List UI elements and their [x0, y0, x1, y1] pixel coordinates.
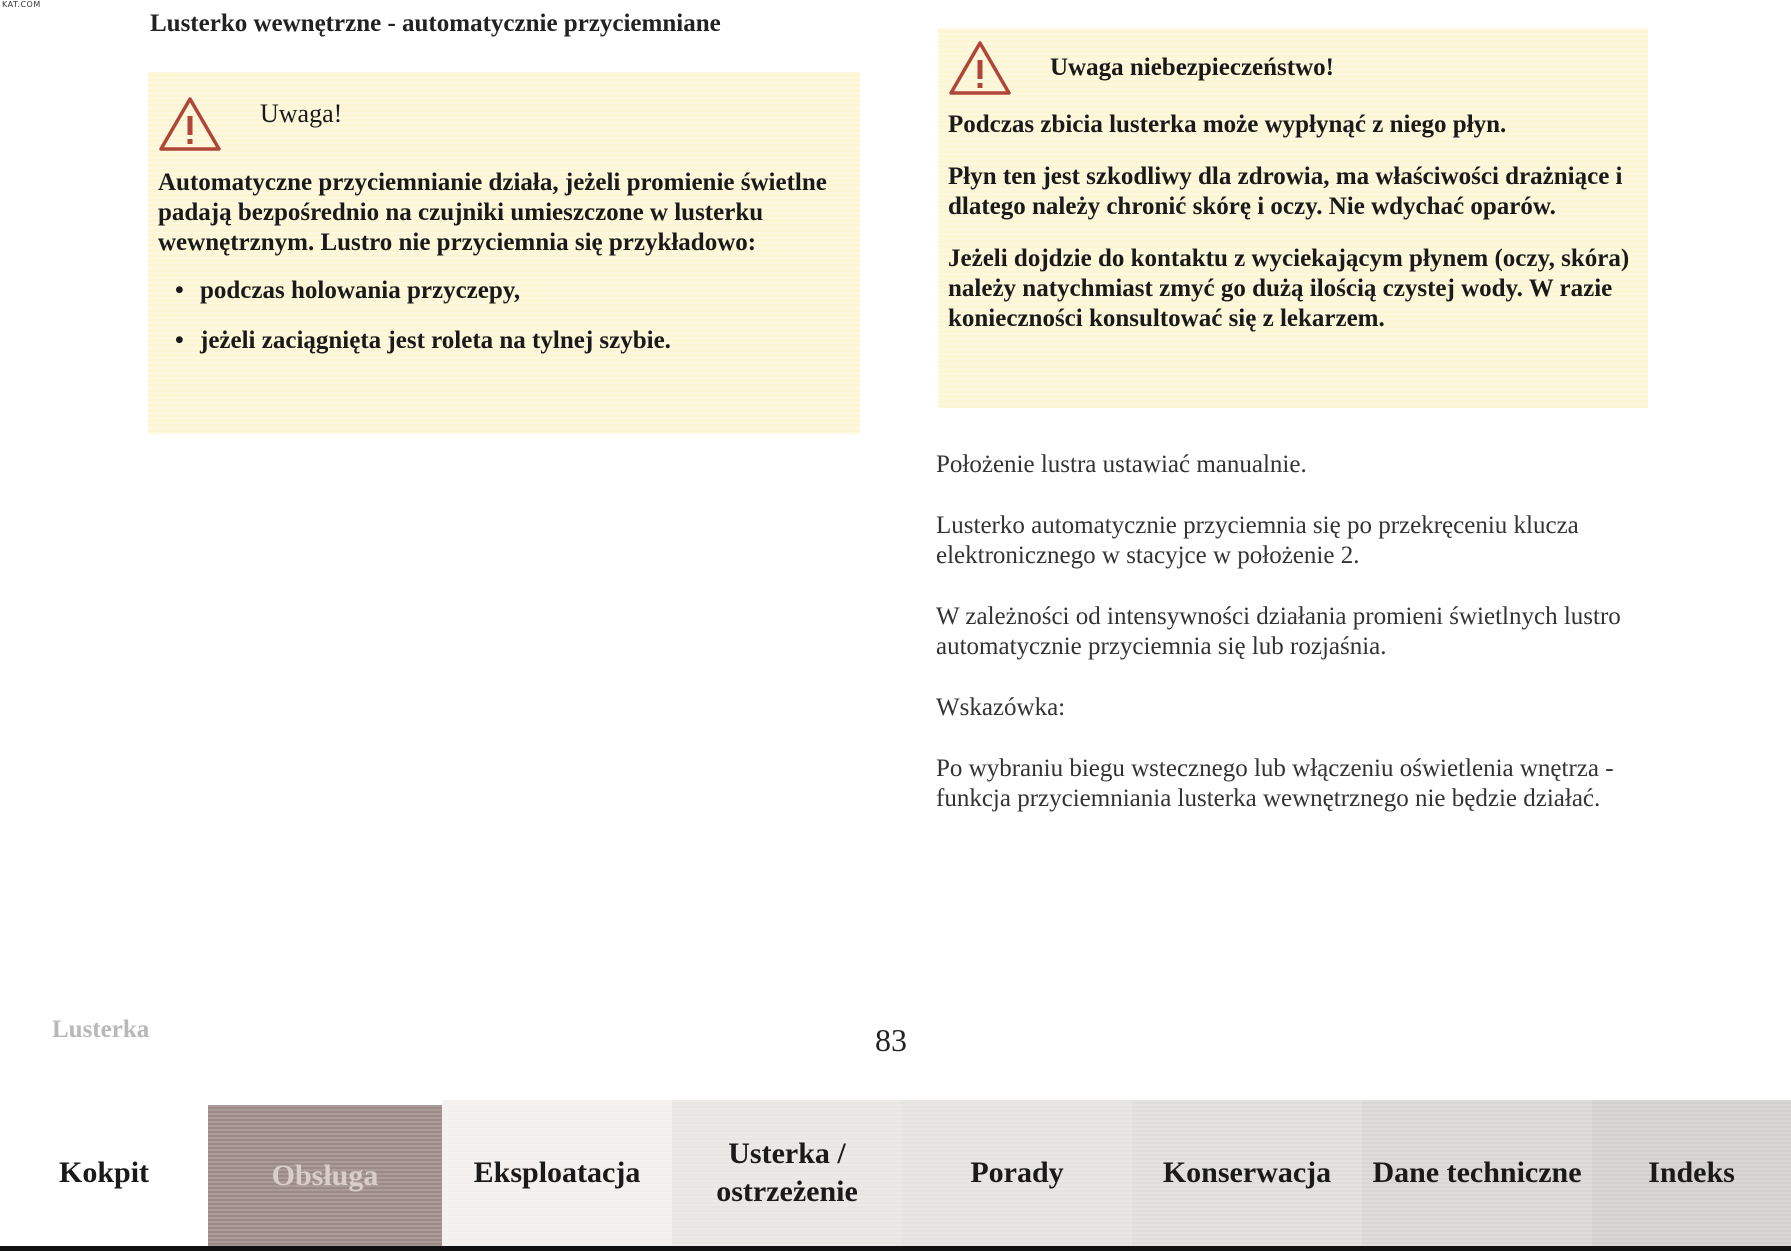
warning-box-danger — [938, 28, 1648, 408]
tab-kokpit[interactable]: Kokpit — [0, 1100, 208, 1246]
bullet-item: • podczas holowania przyczepy, — [158, 276, 848, 306]
warning-triangle-icon — [948, 40, 1012, 96]
section-label: Lusterka — [52, 1016, 150, 1043]
tab-dane-techniczne[interactable]: Dane techniczne — [1362, 1100, 1592, 1246]
page-number: 83 — [875, 1022, 907, 1058]
bullet-item: • jeżeli zaciągnięta jest roleta na tylnej szybie. — [158, 326, 848, 356]
tab-indeks[interactable]: Indeks — [1592, 1100, 1791, 1246]
tab-konserwacja[interactable]: Konserwacja — [1132, 1100, 1362, 1246]
warning-paragraph: Płyn ten jest szkodliwy dla zdrowia, ma właściwości drażniące i dlatego należy chronić skórę i oczy. Nie wdychać oparów. — [948, 163, 1623, 220]
chapter-navigation — [0, 1100, 1791, 1251]
body-paragraph: Położenie lustra ustawiać manualnie. — [936, 451, 1307, 478]
tab-porady[interactable]: Porady — [902, 1100, 1132, 1246]
body-paragraph: Po wybraniu biegu wstecznego lub włączeniu oświetlenia wnętrza - funkcja przyciemniania lusterka wewnętrznego nie będzie działać. — [936, 755, 1614, 812]
warning-title: Uwaga! — [260, 99, 343, 128]
warning-triangle-icon — [158, 96, 222, 152]
hint-label: Wskazówka: — [936, 694, 1066, 721]
tab-eksploatacja[interactable]: Eksploatacja — [442, 1100, 672, 1246]
warning-paragraph: Jeżeli dojdzie do kontaktu z wyciekającym płynem (oczy, skóra) należy natychmiast zmyć go dużą ilością czystej wody. W razie konieczności konsultować się z lekarzem. — [948, 245, 1630, 332]
body-paragraph: Lusterko automatycznie przyciemnia się po przekręceniu klucza elektronicznego w stacyjce w położenie 2. — [936, 512, 1579, 569]
tab-usterka-ostrzezenie[interactable]: Usterka / ostrzeżenie — [672, 1100, 902, 1246]
warning-paragraph: Podczas zbicia lusterka może wypłynąć z niego płyn. — [948, 111, 1507, 138]
warning-paragraph: Automatyczne przyciemnianie działa, jeżeli promienie świetlne padają bezpośrednio na czujniki umieszczone w lusterku wewnętrznym. Lustro nie przyciemnia się przykładowo: — [158, 169, 827, 256]
tab-obsluga[interactable]: Obsługa — [208, 1105, 442, 1246]
body-paragraph: W zależności od intensywności działania promieni świetlnych lustro automatycznie przyciemnia się lub rozjaśnia. — [936, 603, 1621, 660]
warning-title: Uwaga niebezpieczeństwo! — [1050, 54, 1334, 81]
warning-box-attention — [148, 72, 860, 434]
nav-bottom-border — [0, 1246, 1791, 1251]
page-title: Lusterko wewnętrzne - automatycznie przyciemniane — [150, 10, 721, 37]
watermark: KAT.COM — [2, 0, 41, 9]
body-text — [936, 450, 1650, 845]
warning-bullet-list — [158, 276, 848, 356]
